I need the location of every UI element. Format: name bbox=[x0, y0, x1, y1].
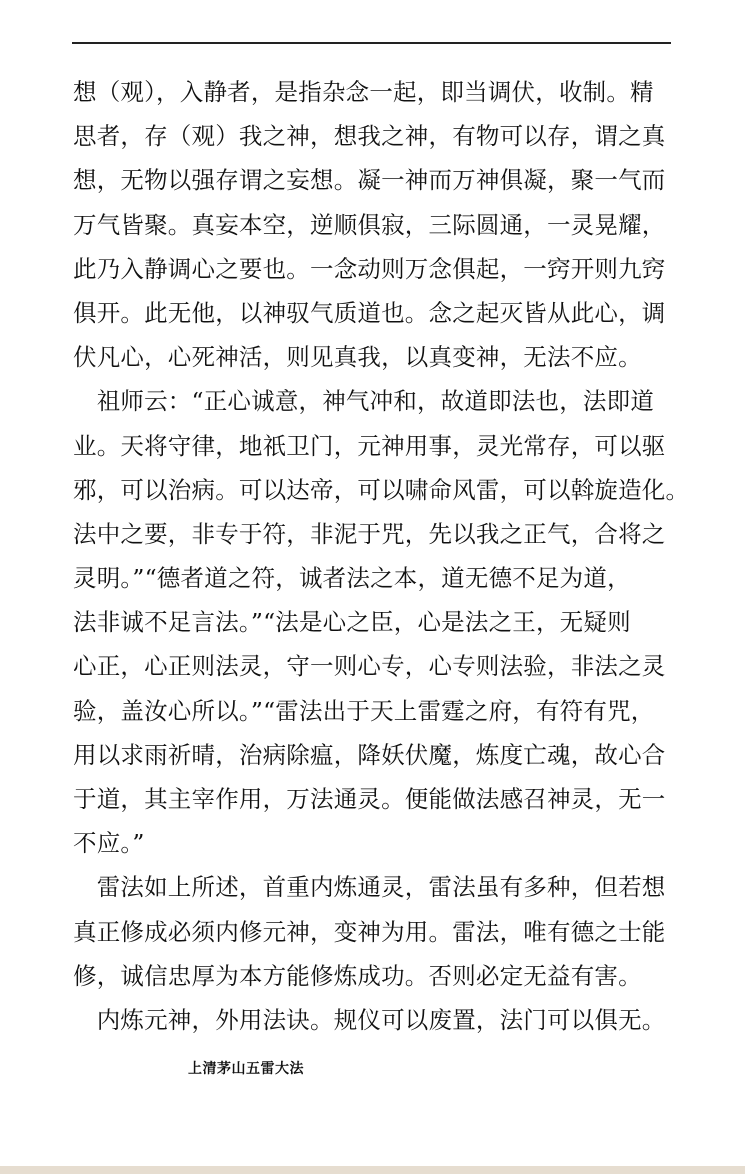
paragraph bbox=[73, 998, 673, 1042]
text-line: 于道，其主宰作用，万法通灵。便能做法感召神灵，无一 bbox=[73, 785, 666, 813]
text-line: 修，诚信忠厚为本方能修炼成功。否则必定无益有害。 bbox=[73, 961, 642, 990]
text-line: 邪，可以治病。可以达帝，可以啸命风雷，可以斡旋造化。 bbox=[73, 475, 690, 504]
text-line: 用以求雨祈晴，治病除瘟，降妖伏魔，炼度亡魂，故心合 bbox=[73, 740, 666, 769]
text-line: 验，盖汝心所以。”“雷法出于天上雷霆之府，有符有咒， bbox=[73, 696, 655, 725]
text-line: 祖师云：“正心诚意，神气冲和，故道即法也，法即道 bbox=[73, 387, 655, 416]
paragraph bbox=[73, 865, 673, 998]
text-line: 业。天将守律，地祇卫门，元神用事，灵光常存，可以驱 bbox=[73, 431, 666, 460]
text-line: 雷法如上所述，首重内炼通灵，雷法虽有多种，但若想 bbox=[73, 873, 666, 902]
text-line: 万气皆聚。真妄本空，逆顺俱寂，三际圆通，一灵晃耀， bbox=[73, 210, 666, 239]
text-line: 想（观），入静者，是指杂念一起，即当调伏，收制。精 bbox=[73, 78, 654, 106]
book-title-caption: 上清茅山五雷大法 bbox=[188, 1061, 304, 1077]
text-line: 内炼元神，外用法诀。规仪可以废置，法门可以俱无。 bbox=[73, 1005, 666, 1034]
text-line: 法非诚不足言法。”“法是心之臣，心是法之王，无疑则 bbox=[73, 608, 631, 637]
text-line: 心正，心正则法灵，守一则心专，心专则法验，非法之灵 bbox=[73, 652, 666, 681]
text-line: 伏凡心，心死神活，则见真我，以真变神，无法不应。 bbox=[73, 343, 642, 372]
text-line: 真正修成必须内修元神，变神为用。雷法，唯有德之士能 bbox=[73, 917, 666, 946]
top-divider bbox=[72, 42, 671, 44]
paragraph bbox=[73, 379, 690, 865]
page-bottom-strip bbox=[0, 1166, 745, 1174]
paragraph bbox=[73, 70, 673, 379]
text-line: 法中之要，非专于符，非泥于咒，先以我之正气，合将之 bbox=[73, 519, 666, 548]
text-line: 思者，存（观）我之神，想我之神，有物可以存，谓之真 bbox=[73, 122, 666, 151]
text-line: 想，无物以强存谓之妄想。凝一神而万神俱凝，聚一气而 bbox=[73, 166, 666, 195]
text-line: 灵明。”“德者道之符，诚者法之本，道无德不足为道， bbox=[73, 564, 631, 593]
text-line: 不应。” bbox=[73, 829, 145, 858]
text-line: 俱开。此无他，以神驭气质道也。念之起灭皆从此心，调 bbox=[73, 298, 666, 327]
text-line: 此乃入静调心之要也。一念动则万念俱起，一窍开则九窍 bbox=[73, 254, 666, 283]
document-body bbox=[73, 70, 690, 1042]
